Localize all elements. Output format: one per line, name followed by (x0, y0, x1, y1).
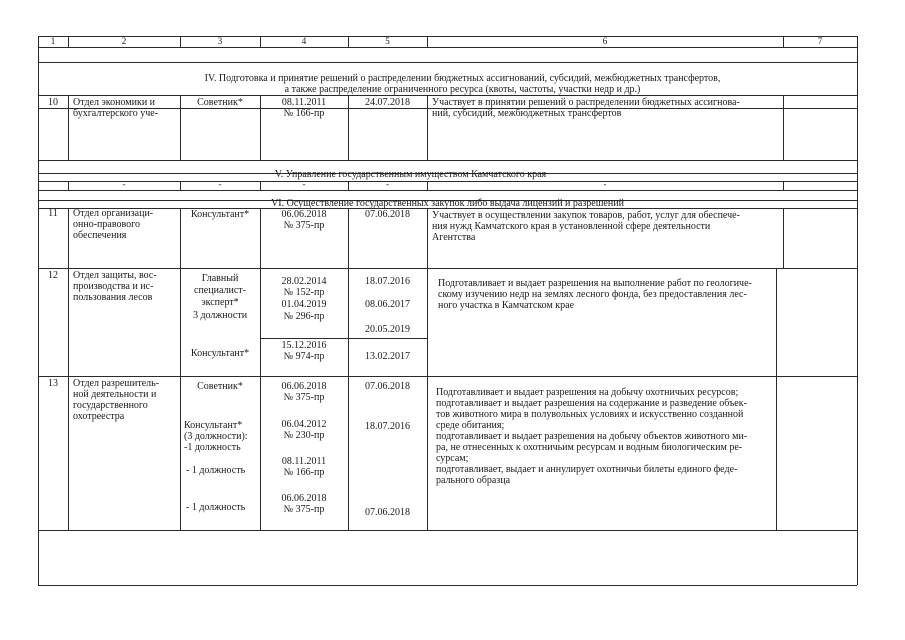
row-12-order-1-date: 28.02.2014 (281, 276, 327, 287)
row-12-order-3-number: № 974-пр (283, 351, 325, 362)
row-11-department-line3: обеспечения (73, 230, 127, 241)
col-number-1: 1 (50, 36, 56, 46)
row-13-effective-date-2: 18.07.2016 (365, 421, 410, 432)
section-v-title: V. Управление государственным имуществом Камчатского края (274, 169, 547, 180)
row-11-department-line1: Отдел организаци- (73, 208, 154, 219)
col-number-3: 3 (217, 36, 223, 46)
row-10-position: Советник* (197, 97, 243, 108)
row-13-department-line1: Отдел разрешитель- (73, 378, 160, 389)
section-vi-title: VI. Осуществление государственных закупок либо выдача лицензий и разрешений (271, 198, 624, 209)
row-10-effective-date: 24.07.2018 (365, 97, 410, 108)
row-13-order-1-date: 06.06.2018 (281, 381, 327, 392)
row-10-number: 10 (48, 97, 58, 108)
row-10-order-number: № 166-пр (283, 108, 325, 119)
row-10-department-line2: бухгалтерского уче- (73, 108, 159, 119)
section-v-dash: - (122, 179, 126, 189)
row-11-department-line2: онно-правового (73, 219, 140, 230)
row-13-duty-line5: подготавливает и выдает разрешения на добычу объектов животного ми- (436, 431, 748, 442)
row-13-duty-line3: тов животного мира в полувольных условиях и искусственно созданной (436, 409, 744, 420)
row-11-order-date: 06.06.2018 (281, 209, 327, 220)
row-13-duty-line9: рального образца (436, 475, 511, 486)
row-11-duty-line1: Участвует в осуществлении закупок товаров, работ, услуг для обеспече- (432, 210, 740, 221)
row-13-order-2-number: № 230-пр (283, 430, 325, 441)
section-iv-title-line2: а также распределение ограниченного ресурса (квоты, частоты, участки недр и др.) (284, 84, 641, 95)
row-12-order-1-number: № 152-пр (283, 287, 325, 298)
row-13-department-line2: ной деятельности и (73, 389, 157, 400)
row-13-order-3-date: 08.11.2011 (281, 456, 327, 467)
section-v-dash: - (218, 179, 222, 189)
row-12-position-1-line4: 3 должности (192, 310, 248, 321)
row-12-effective-date-1: 18.07.2016 (365, 276, 410, 287)
row-12-effective-date-3: 20.05.2019 (365, 324, 410, 335)
row-12-order-3-date: 15.12.2016 (281, 340, 327, 351)
row-13-position-2-line3: -1 должность (184, 442, 241, 453)
row-12-number: 12 (48, 270, 58, 281)
row-12-order-2-number: № 296-пр (283, 311, 325, 322)
row-10-duty-line2: ний, субсидий, межбюджетных трансфертов (432, 108, 622, 119)
row-13-position-1: Советник* (197, 381, 243, 392)
row-11-duty-line2: ния нужд Камчатского края в установленной сфере деятельности (432, 221, 711, 232)
col-number-2: 2 (121, 36, 127, 46)
section-v-dash: - (302, 179, 306, 189)
row-13-department-line4: охотреестра (73, 411, 125, 422)
row-10-duty-line1: Участвует в принятии решений о распределении бюджетных ассигнова- (432, 97, 740, 108)
col-number-4: 4 (301, 36, 307, 46)
row-12-position-1-line3: эксперт* (201, 297, 239, 308)
row-13-duty-line8: подготавливает, выдает и аннулирует охотничьи билеты единого феде- (436, 464, 738, 475)
row-10-department-line1: Отдел экономики и (73, 97, 156, 108)
row-10-order-date: 08.11.2011 (281, 97, 327, 108)
row-12-position-1-line2: специалист- (194, 285, 246, 296)
row-13-order-1-number: № 375-пр (283, 392, 325, 403)
col-number-5: 5 (385, 36, 390, 46)
row-13-order-2-date: 06.04.2012 (281, 419, 327, 430)
row-12-duty-line3: ного участка в Камчатском крае (438, 300, 575, 311)
row-13-duty-line4: среде обитания; (436, 420, 505, 431)
row-12-department-line1: Отдел защиты, вос- (73, 270, 157, 281)
row-13-order-3-number: № 166-пр (283, 467, 325, 478)
col-number-7: 7 (817, 36, 823, 46)
row-12-position-1-line1: Главный (201, 273, 239, 284)
row-11-duty-line3: Агентства (432, 232, 476, 243)
row-13-order-4-date: 06.06.2018 (281, 493, 327, 504)
row-13-duty-line2: подготавливает и выдает разрешения на содержание и разведение объек- (436, 398, 747, 409)
row-13-duty-line6: ра, не отнесенных к охотничьим ресурсам и водным биологическим ре- (436, 442, 743, 453)
row-11-effective-date: 07.06.2018 (365, 209, 410, 220)
section-v-dash: - (603, 179, 607, 189)
section-iv-title-line1: IV. Подготовка и принятие решений о распределении бюджетных ассигнований, субсидий, межбюджетных трансфертов, (204, 73, 721, 84)
row-12-duty-line2: скому изучению недр на землях лесного фонда, без предоставления лес- (438, 289, 747, 300)
row-12-position-2: Консультант* (190, 348, 250, 359)
row-12-department-line3: пользования лесов (73, 292, 153, 303)
row-13-effective-date-1: 07.06.2018 (365, 381, 410, 392)
row-13-position-2-line5: - 1 должность (186, 502, 246, 513)
row-13-number: 13 (48, 378, 58, 389)
row-12-department-line2: производства и ис- (73, 281, 154, 292)
row-13-position-2-line4: - 1 должность (186, 465, 246, 476)
row-11-position: Консультант* (190, 209, 250, 220)
col-number-6: 6 (602, 36, 608, 46)
row-12-order-2-date: 01.04.2019 (281, 299, 327, 310)
row-12-duty-line1: Подготавливает и выдает разрешения на выполнение работ по геологиче- (438, 278, 752, 289)
row-13-duty-line1: Подготавливает и выдает разрешения на добычу охотничьих ресурсов; (436, 387, 739, 398)
row-11-number: 11 (48, 208, 58, 219)
row-13-position-2-line1: Консультант* (184, 420, 243, 431)
row-13-position-2-line2: (3 должности): (184, 431, 248, 442)
row-13-duty-line7: сурсам; (436, 453, 469, 464)
row-11-order-number: № 375-пр (283, 220, 325, 231)
row-13-effective-date-3: 07.06.2018 (365, 507, 410, 518)
section-v-dash: - (386, 179, 389, 189)
row-13-order-4-number: № 375-пр (283, 504, 325, 515)
row-12-effective-date-2: 08.06.2017 (365, 299, 410, 310)
row-12-effective-date-4: 13.02.2017 (365, 351, 410, 362)
row-13-department-line3: государственного (73, 400, 148, 411)
